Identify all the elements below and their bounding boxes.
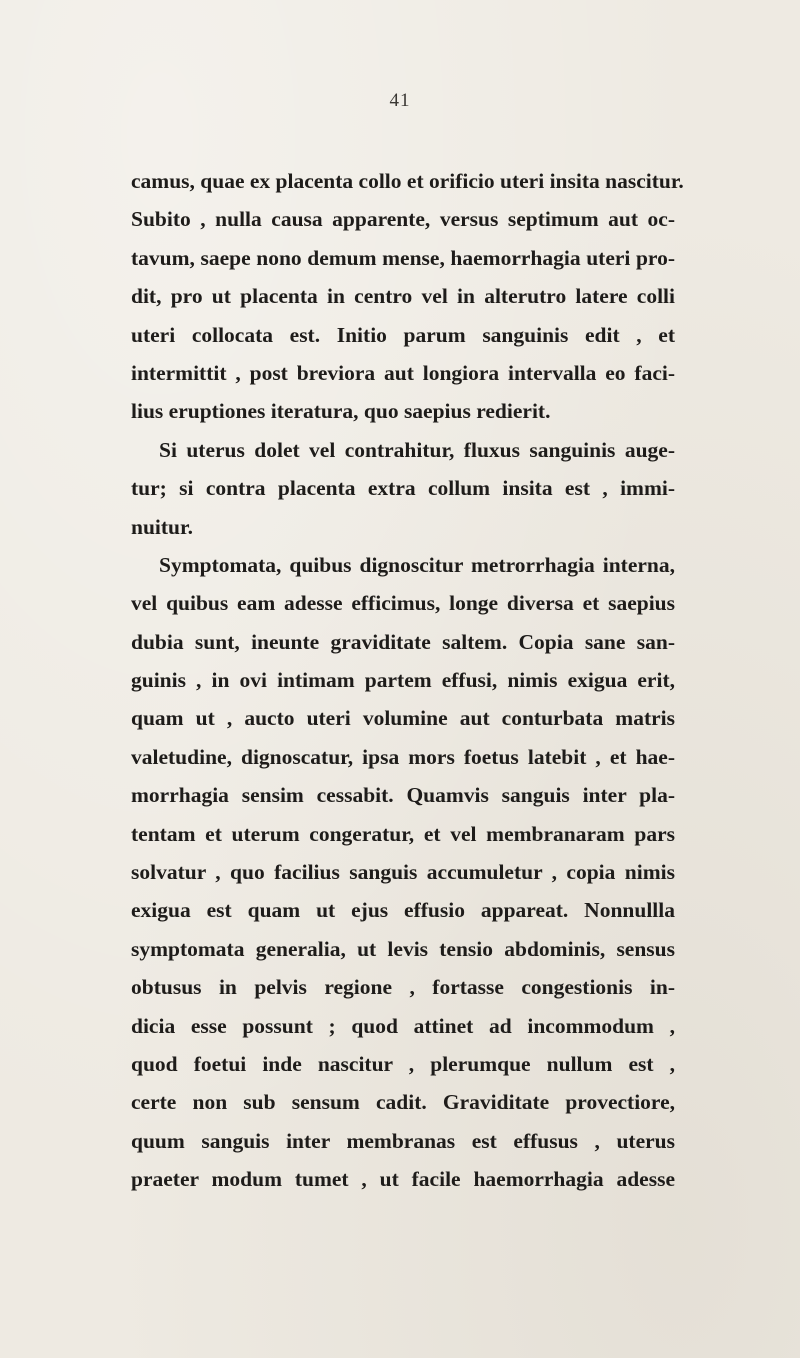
text-line: dubia sunt, ineunte graviditate saltem. Copia sane san- xyxy=(131,629,675,654)
text-line: uteri collocata est. Initio parum sanguinis edit , et xyxy=(131,322,675,347)
text-line: Symptomata, quibus dignoscitur metrorrhagia interna, xyxy=(159,552,675,577)
text-line: nuitur. xyxy=(131,514,193,539)
text-line: quod foetui inde nascitur , plerumque nullum est , xyxy=(131,1051,675,1076)
text-line: morrhagia sensim cessabit. Quamvis sanguis inter pla- xyxy=(131,783,675,808)
text-line: praeter modum tumet , ut facile haemorrhagia adesse xyxy=(131,1167,675,1192)
text-line: vel quibus eam adesse efficimus, longe diversa et saepius xyxy=(131,591,675,616)
text-line: dicia esse possunt ; quod attinet ad incommodum , xyxy=(131,1013,675,1038)
text-line: tavum, saepe nono demum mense, haemorrhagia uteri pro- xyxy=(131,245,675,270)
text-line: symptomata generalia, ut levis tensio abdominis, sensus xyxy=(131,936,675,961)
text-line: valetudine, dignoscatur, ipsa mors foetus latebit , et hae- xyxy=(131,744,675,769)
page-number: 41 xyxy=(389,90,411,111)
text-line: solvatur , quo facilius sanguis accumuletur , copia nimis xyxy=(131,860,675,885)
text-line: intermittit , post breviora aut longiora intervalla eo faci- xyxy=(131,360,675,385)
text-line: quam ut , aucto uteri volumine aut conturbata matris xyxy=(131,706,675,731)
text-line: tentam et uterum congeratur, et vel membranaram pars xyxy=(131,821,675,846)
text-line: camus, quae ex placenta collo et orificio uteri insita nascitur. xyxy=(131,169,684,193)
text-line: exigua est quam ut ejus effusio appareat. Nonnullla xyxy=(131,898,675,923)
text-line: Si uterus dolet vel contrahitur, fluxus sanguinis auge- xyxy=(159,437,675,462)
text-line: quum sanguis inter membranas est effusus , uterus xyxy=(131,1128,675,1153)
text-line: Subito , nulla causa apparente, versus septimum aut oc- xyxy=(131,207,675,232)
text-line: guinis , in ovi intimam partem effusi, nimis exigua erit, xyxy=(131,668,675,693)
body-text xyxy=(131,162,684,1199)
text-line: certe non sub sensum cadit. Graviditate provectiore, xyxy=(131,1090,675,1115)
text-line: lius eruptiones iteratura, quo saepius redierit. xyxy=(131,399,551,424)
text-line: tur; si contra placenta extra collum insita est , immi- xyxy=(131,476,675,501)
text-line: obtusus in pelvis regione , fortasse congestionis in- xyxy=(131,975,675,1000)
text-line: dit, pro ut placenta in centro vel in alterutro latere colli xyxy=(131,284,675,309)
